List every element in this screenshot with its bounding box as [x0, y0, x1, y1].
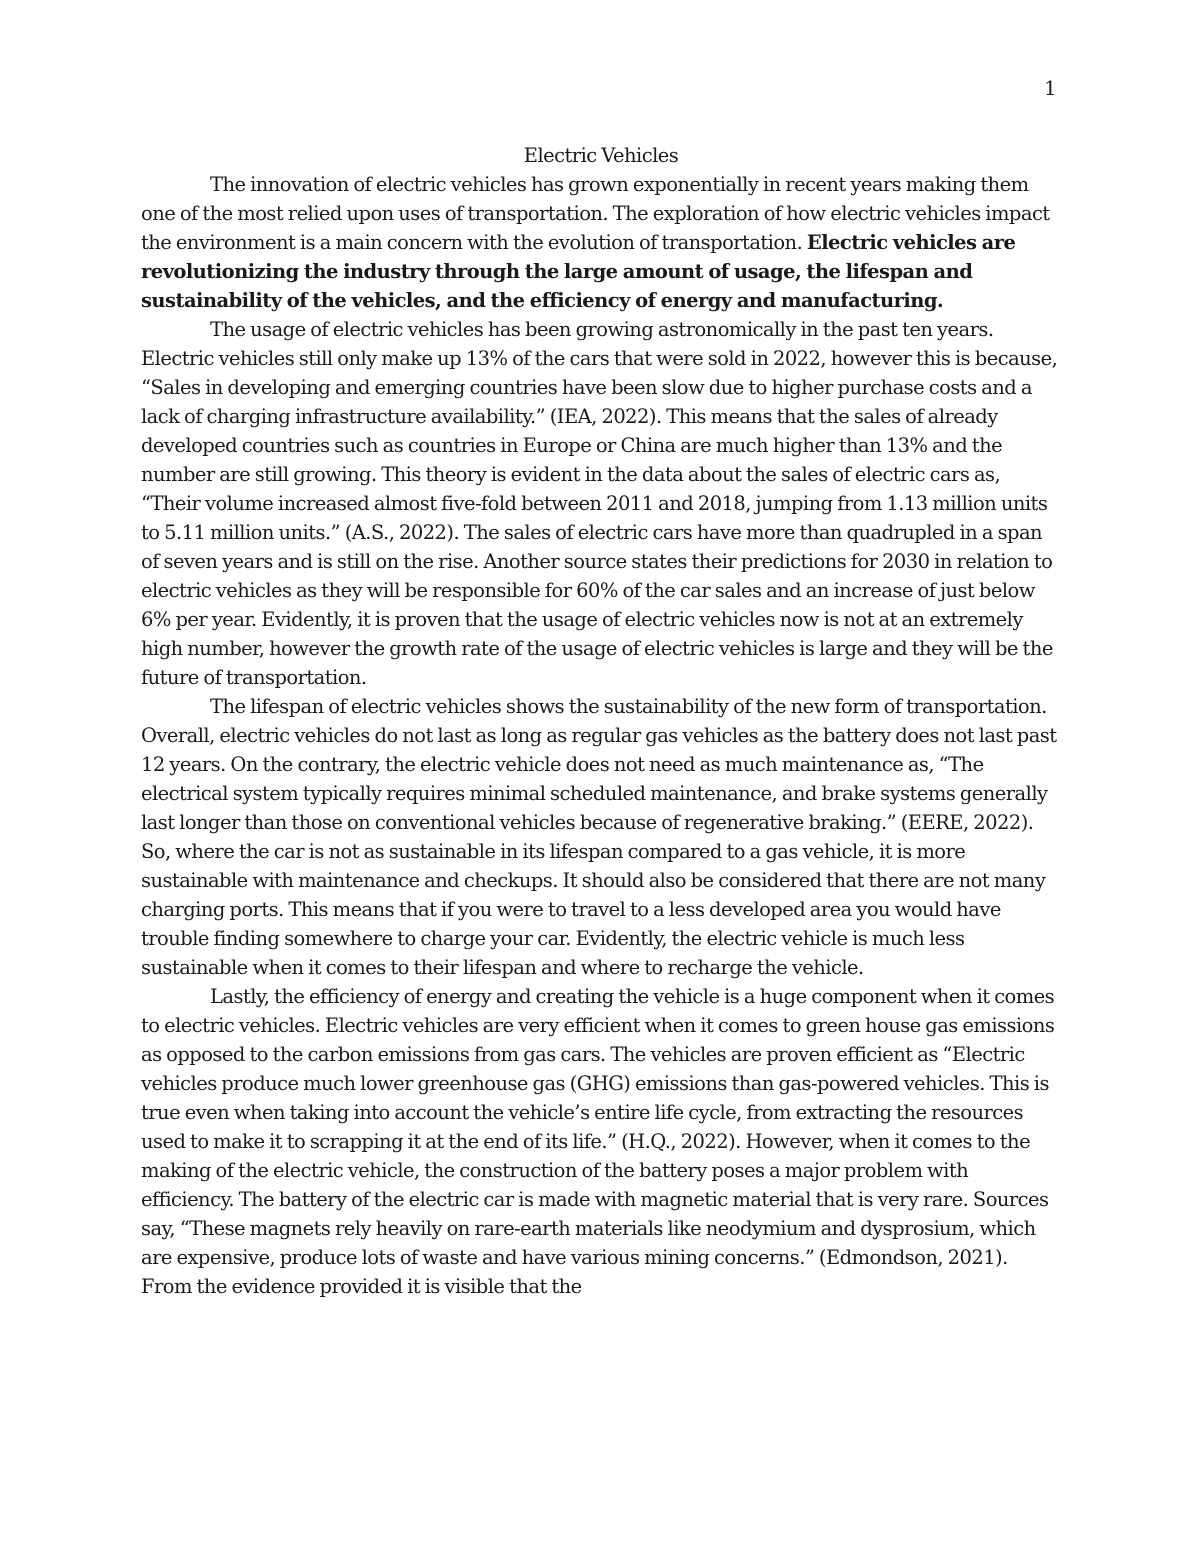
- paragraph-text: The lifespan of electric vehicles shows the sustainability of the new form of transportation. Overall, electric vehicles do not last as long as regular gas vehicles as the battery does not last past 12 years. On the contrary, the electric vehicle does not need as much maintenance as, “The electrical system typically requires minimal scheduled maintenance, and brake systems generally last longer than those on conventional vehicles because of regenerative braking.” (EERE, 2022). So, where the car is not as sustainable in its lifespan compared to a gas vehicle, it is more sustainable with maintenance and checkups. It should also be considered that there are not many charging ports. This means that if you were to travel to a less developed area you would have trouble finding somewhere to charge your car. Evidently, the electric vehicle is much less sustainable when it comes to their lifespan and where to recharge the vehicle.: [141, 695, 1057, 979]
- paragraph-lifespan: [141, 692, 1061, 982]
- thesis-statement: Electric vehicles are revolutionizing the industry through the large amount of usage, the lifespan and sustainability of the vehicles, and the efficiency of energy and manufacturing.: [141, 231, 1016, 312]
- paragraph-text: The usage of electric vehicles has been growing astronomically in the past ten years. Electric vehicles still only make up 13% of the cars that were sold in 2022, however this is because, “Sales in developing and emerging countries have been slow due to higher purchase costs and a lack of charging infrastructure availability.” (IEA, 2022). This means that the sales of already developed countries such as countries in Europe or China are much higher than 13% and the number are still growing. This theory is evident in the data about the sales of electric cars as, “Their volume increased almost five-fold between 2011 and 2018, jumping from 1.13 million units to 5.11 million units.” (A.S., 2022). The sales of electric cars have more than quadrupled in a span of seven years and is still on the rise. Another source states their predictions for 2030 in relation to electric vehicles as they will be responsible for 60% of the car sales and an increase of just below 6% per year. Evidently, it is proven that the usage of electric vehicles now is not at an extremely high number, however the growth rate of the usage of electric vehicles is large and they will be the future of transportation.: [141, 318, 1058, 689]
- document-body: [141, 141, 1061, 1301]
- paragraph-text: The innovation of electric vehicles has grown exponentially in recent years making them one of the most relied upon uses of transportation. The exploration of how electric vehicles impact the environment is a main concern with the evolution of transportation.: [141, 173, 1050, 254]
- paragraph-efficiency: [141, 982, 1061, 1301]
- paragraph-introduction: [141, 170, 1061, 315]
- paragraph-usage: [141, 315, 1061, 692]
- page-number: 1: [1044, 77, 1056, 100]
- document-title: Electric Vehicles: [523, 144, 679, 167]
- paragraph-text: Lastly, the efficiency of energy and creating the vehicle is a huge component when it comes to electric vehicles. Electric vehicles are very efficient when it comes to green house gas emissions as opposed to the carbon emissions from gas cars. The vehicles are proven efficient as “Electric vehicles produce much lower greenhouse gas (GHG) emissions than gas-powered vehicles. This is true even when taking into account the vehicle’s entire life cycle, from extracting the resources used to make it to scrapping it at the end of its life.” (H.Q., 2022). However, when it comes to the making of the electric vehicle, the construction of the battery poses a major problem with efficiency. The battery of the electric car is made with magnetic material that is very rare. Sources say, “These magnets rely heavily on rare-earth materials like neodymium and dysprosium, which are expensive, produce lots of waste and have various mining concerns.” (Edmondson, 2021). From the evidence provided it is visible that the: [141, 985, 1055, 1298]
